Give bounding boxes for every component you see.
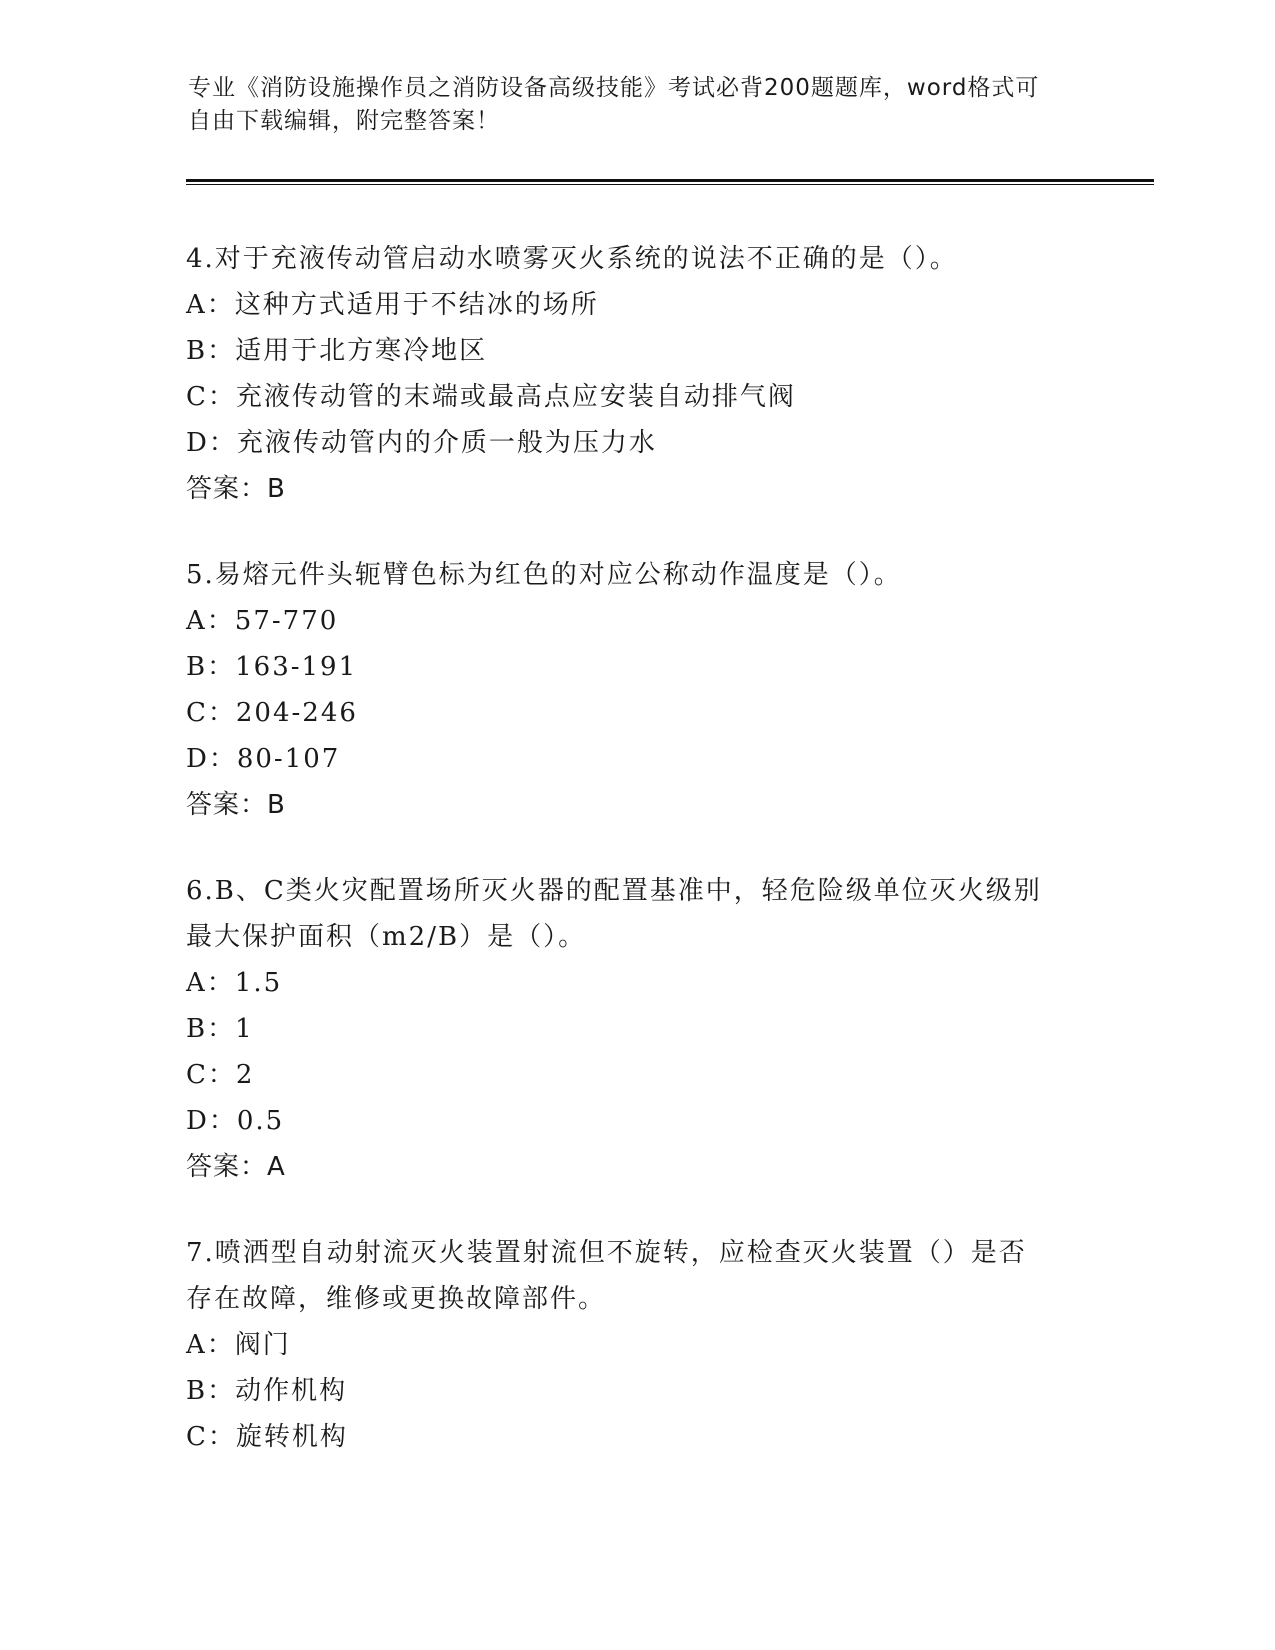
question-stem: 5.易熔元件头轭臂色标为红色的对应公称动作温度是（）。 [186, 560, 902, 590]
header-rule-thin [186, 184, 1154, 185]
option-c: C：2 [186, 1060, 255, 1090]
answer: 答案：B [186, 790, 286, 820]
option-a: A：57-770 [186, 606, 339, 636]
question-4 [186, 236, 1086, 512]
option-b: B：动作机构 [186, 1376, 348, 1406]
option-d: D：80-107 [186, 744, 341, 774]
question-6 [186, 868, 1086, 1190]
option-a: A：这种方式适用于不结冰的场所 [186, 290, 599, 320]
header-line-1: 专业《消防设施操作员之消防设备高级技能》考试必背200题题库，word格式可 [188, 75, 1040, 101]
option-a: A：1.5 [186, 968, 283, 998]
option-c: C：204-246 [186, 698, 358, 728]
question-stem-line-1: 6.B、C类火灾配置场所灭火器的配置基准中，轻危险级单位灭火级别 [186, 876, 1042, 906]
question-7 [186, 1230, 1086, 1460]
option-d: D：0.5 [186, 1106, 285, 1136]
header-rule-thick [186, 179, 1154, 182]
question-list [186, 236, 1086, 1500]
option-b: B：1 [186, 1014, 254, 1044]
header-line-2: 自由下载编辑，附完整答案！ [188, 108, 500, 134]
option-c: C：旋转机构 [186, 1422, 348, 1452]
question-stem-line-2: 存在故障，维修或更换故障部件。 [186, 1284, 607, 1314]
option-b: B：适用于北方寒冷地区 [186, 336, 488, 366]
question-stem-line-1: 7.喷洒型自动射流灭火装置射流但不旋转，应检查灭火装置（）是否 [186, 1238, 1027, 1268]
answer: 答案：A [186, 1152, 286, 1182]
question-stem-line-2: 最大保护面积（m2/B）是（）。 [186, 922, 587, 952]
answer: 答案：B [186, 474, 286, 504]
question-stem: 4.对于充液传动管启动水喷雾灭火系统的说法不正确的是（）。 [186, 244, 958, 274]
option-b: B：163-191 [186, 652, 358, 682]
option-d: D：充液传动管内的介质一般为压力水 [186, 428, 657, 458]
option-c: C：充液传动管的末端或最高点应安装自动排气阀 [186, 382, 796, 412]
option-a: A：阀门 [186, 1330, 291, 1360]
document-header [188, 72, 1068, 138]
question-5 [186, 552, 1086, 828]
